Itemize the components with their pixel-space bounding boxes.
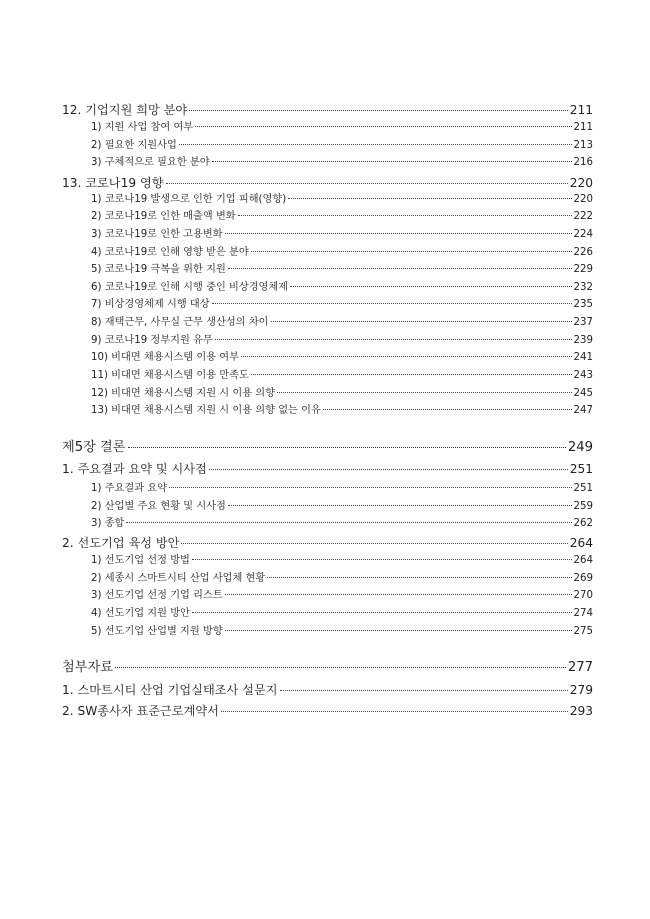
toc-entry-title: 1) 지원 사업 참여 여부 [91, 122, 194, 133]
dot-leader [212, 302, 572, 304]
toc-entry-page-number: 275 [573, 626, 593, 637]
dot-leader [128, 446, 566, 448]
dot-leader [215, 338, 572, 340]
toc-entry-title: 4) 코로나19로 인해 영향 받은 분야 [91, 247, 249, 258]
toc-entry-title: 5) 선도기업 산업별 지원 방향 [91, 626, 223, 637]
toc-entry-title: 3) 종합 [91, 518, 125, 529]
toc-entry[interactable] [91, 484, 593, 494]
dot-leader [225, 629, 572, 631]
toc-entry-title: 첨부자료 [62, 660, 113, 675]
toc-entry-page-number: 211 [573, 122, 593, 133]
dot-leader [221, 710, 568, 712]
toc-entry-page-number: 224 [573, 229, 593, 240]
toc-entry[interactable] [91, 609, 593, 619]
toc-entry-page-number: 239 [573, 335, 593, 346]
toc-entry-title: 12) 비대면 채용시스템 지원 시 이용 의향 [91, 388, 275, 399]
toc-entry[interactable] [91, 591, 593, 601]
dot-leader [228, 504, 572, 506]
toc-entry-page-number: 259 [573, 501, 593, 512]
dot-leader [192, 611, 572, 613]
toc-entry[interactable] [91, 371, 593, 381]
dot-leader [195, 125, 571, 127]
dot-leader [189, 109, 568, 111]
dot-leader [115, 666, 566, 668]
dot-leader [251, 373, 572, 375]
toc-entry[interactable] [91, 141, 593, 151]
toc-entry[interactable] [91, 406, 593, 416]
toc-entry-title: 13) 비대면 채용시스템 지원 시 이용 의향 없는 이유 [91, 405, 321, 416]
dot-leader [251, 250, 572, 252]
toc-entry[interactable] [91, 123, 593, 133]
toc-entry[interactable] [62, 104, 593, 116]
toc-entry[interactable] [91, 389, 593, 399]
toc-entry-page-number: 270 [573, 590, 593, 601]
toc-entry[interactable] [62, 684, 593, 696]
toc-entry[interactable] [62, 705, 593, 717]
toc-entry-page-number: 293 [569, 704, 593, 718]
toc-entry-page-number: 251 [569, 462, 593, 476]
toc-entry-page-number: 222 [573, 211, 593, 222]
toc-entry[interactable] [91, 519, 593, 529]
toc-entry[interactable] [91, 212, 593, 222]
toc-entry-page-number: 247 [573, 405, 593, 416]
toc-entry-page-number: 229 [573, 264, 593, 275]
toc-entry-page-number: 245 [573, 388, 593, 399]
toc-entry[interactable] [91, 230, 593, 240]
toc-entry[interactable] [91, 300, 593, 310]
toc-entry-title: 2) 세종시 스마트시티 산업 사업체 현황 [91, 573, 266, 584]
toc-entry-title: 2) 산업별 주요 현황 및 시사점 [91, 501, 226, 512]
dot-leader [290, 285, 571, 287]
dot-leader [181, 542, 567, 544]
toc-entry-page-number: 251 [573, 483, 593, 494]
toc-entry[interactable] [91, 195, 593, 205]
toc-entry-page-number: 274 [573, 608, 593, 619]
toc-entry-title: 2. SW종사자 표준근로계약서 [62, 704, 219, 718]
toc-entry[interactable] [62, 441, 593, 454]
toc-entry-page-number: 264 [569, 536, 593, 550]
dot-leader [288, 197, 571, 199]
dot-leader [238, 214, 572, 216]
toc-entry-page-number: 220 [569, 176, 593, 190]
toc-entry-title: 1) 선도기업 선정 방법 [91, 555, 190, 566]
toc-entry-page-number: 264 [573, 555, 593, 566]
toc-entry-title: 10) 비대면 채용시스템 이용 여부 [91, 352, 239, 363]
toc-entry-page-number: 237 [573, 317, 593, 328]
dot-leader [225, 593, 572, 595]
toc-entry[interactable] [91, 574, 593, 584]
dot-leader [228, 267, 572, 269]
dot-leader [241, 355, 572, 357]
toc-entry-title: 8) 재택근무, 사무실 근무 생산성의 차이 [91, 317, 269, 328]
dot-leader [169, 486, 572, 488]
toc-entry[interactable] [62, 537, 593, 549]
toc-entry-page-number: 279 [569, 683, 593, 697]
toc-entry-title: 3) 선도기업 선정 기업 리스트 [91, 590, 223, 601]
toc-entry[interactable] [91, 158, 593, 168]
toc-entry-title: 1) 코로나19 발생으로 인한 기업 피해(영향) [91, 194, 287, 205]
toc-entry-page-number: 269 [573, 573, 593, 584]
dot-leader [192, 558, 572, 560]
toc-entry[interactable] [62, 463, 593, 475]
toc-entry-title: 1. 주요결과 요약 및 시사점 [62, 462, 207, 476]
toc-entry-page-number: 213 [573, 140, 593, 151]
dot-leader [280, 689, 568, 691]
toc-entry-title: 7) 비상경영체제 시행 대상 [91, 299, 210, 310]
toc-entry-title: 4) 선도기업 지원 방안 [91, 608, 190, 619]
toc-entry[interactable] [91, 318, 593, 328]
toc-entry-page-number: 235 [573, 299, 593, 310]
toc-entry-title: 1. 스마트시티 산업 기업실태조사 설문지 [62, 683, 278, 697]
toc-entry[interactable] [62, 177, 593, 189]
toc-entry-page-number: 243 [573, 370, 593, 381]
toc-entry-page-number: 226 [573, 247, 593, 258]
dot-leader [267, 576, 571, 578]
toc-entry-title: 6) 코로나19로 인해 시행 중인 비상경영체제 [91, 282, 289, 293]
toc-entry-title: 2) 필요한 지원사업 [91, 140, 177, 151]
dot-leader [225, 232, 572, 234]
toc-entry-title: 3) 코로나19로 인한 고용변화 [91, 229, 223, 240]
toc-entry-title: 11) 비대면 채용시스템 이용 만족도 [91, 370, 249, 381]
toc-entry[interactable] [91, 502, 593, 512]
dot-leader [126, 521, 571, 523]
toc-entry[interactable] [91, 353, 593, 363]
toc-entry[interactable] [91, 283, 593, 293]
dot-leader [179, 143, 572, 145]
toc-entry-page-number: 211 [569, 103, 593, 117]
dot-leader [323, 408, 572, 410]
toc-entry-title: 제5장 결론 [62, 440, 126, 455]
toc-entry-title: 2. 선도기업 육성 방안 [62, 536, 180, 550]
toc-entry-title: 2) 코로나19로 인한 매출액 변화 [91, 211, 236, 222]
toc-entry-page-number: 241 [573, 352, 593, 363]
toc-entry-title: 13. 코로나19 영향 [62, 176, 164, 190]
dot-leader [271, 320, 572, 322]
toc-entry-title: 1) 주요결과 요약 [91, 483, 167, 494]
toc-entry-title: 5) 코로나19 극복을 위한 지원 [91, 264, 226, 275]
toc-entry-page-number: 262 [573, 518, 593, 529]
toc-entry-page-number: 216 [573, 157, 593, 168]
toc-entry[interactable] [62, 661, 593, 674]
toc-entry[interactable] [91, 265, 593, 275]
toc-entry[interactable] [91, 556, 593, 566]
dot-leader [277, 391, 572, 393]
toc-entry[interactable] [91, 248, 593, 258]
toc-entry-title: 3) 구체적으로 필요한 분야 [91, 157, 210, 168]
toc-entry-page-number: 232 [573, 282, 593, 293]
toc-entry-title: 9) 코로나19 정부지원 유무 [91, 335, 213, 346]
dot-leader [212, 160, 572, 162]
toc-entry[interactable] [91, 336, 593, 346]
toc-entry[interactable] [91, 627, 593, 637]
toc-entry-title: 12. 기업지원 희망 분야 [62, 103, 188, 117]
toc-entry-page-number: 249 [567, 440, 593, 455]
dot-leader [166, 182, 568, 184]
dot-leader [209, 468, 568, 470]
toc-entry-page-number: 277 [567, 660, 593, 675]
toc-entry-page-number: 220 [573, 194, 593, 205]
